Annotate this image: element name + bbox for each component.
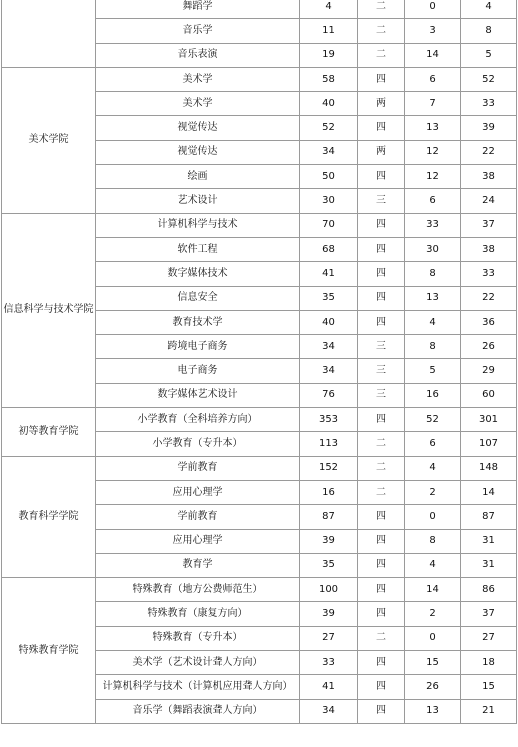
- major-cell: 电子商务: [96, 359, 300, 383]
- duration-cell: 四: [358, 699, 405, 723]
- col-a-cell: 0: [405, 626, 461, 650]
- major-cell: 美术学: [96, 67, 300, 91]
- duration-cell: 二: [358, 19, 405, 43]
- col-b-cell: 33: [461, 262, 517, 286]
- col-b-cell: 22: [461, 140, 517, 164]
- duration-cell: 四: [358, 651, 405, 675]
- duration-cell: 四: [358, 237, 405, 261]
- major-cell: 特殊教育（康复方向）: [96, 602, 300, 626]
- duration-cell: 四: [358, 602, 405, 626]
- table-row: [2, 456, 517, 480]
- col-a-cell: 6: [405, 432, 461, 456]
- major-cell: 特殊教育（地方公费师范生）: [96, 578, 300, 602]
- col-b-cell: 39: [461, 116, 517, 140]
- col-a-cell: 14: [405, 578, 461, 602]
- col-a-cell: 16: [405, 383, 461, 407]
- col-b-cell: 38: [461, 165, 517, 189]
- col-a-cell: 8: [405, 529, 461, 553]
- col-b-cell: 18: [461, 651, 517, 675]
- count-cell: 76: [300, 383, 358, 407]
- major-cell: 学前教育: [96, 456, 300, 480]
- col-b-cell: 301: [461, 408, 517, 432]
- duration-cell: 二: [358, 456, 405, 480]
- count-cell: 113: [300, 432, 358, 456]
- duration-cell: 二: [358, 626, 405, 650]
- major-cell: 教育学: [96, 553, 300, 577]
- col-b-cell: 29: [461, 359, 517, 383]
- col-b-cell: 60: [461, 383, 517, 407]
- major-cell: 视觉传达: [96, 116, 300, 140]
- col-a-cell: 0: [405, 0, 461, 19]
- col-a-cell: 6: [405, 189, 461, 213]
- count-cell: 100: [300, 578, 358, 602]
- count-cell: 33: [300, 651, 358, 675]
- count-cell: 50: [300, 165, 358, 189]
- major-cell: 美术学: [96, 92, 300, 116]
- col-a-cell: 26: [405, 675, 461, 699]
- duration-cell: 三: [358, 335, 405, 359]
- col-a-cell: 4: [405, 310, 461, 334]
- duration-cell: 三: [358, 383, 405, 407]
- col-a-cell: 12: [405, 140, 461, 164]
- col-b-cell: 14: [461, 480, 517, 504]
- count-cell: 39: [300, 529, 358, 553]
- duration-cell: 四: [358, 553, 405, 577]
- count-cell: 34: [300, 335, 358, 359]
- table-row: [2, 408, 517, 432]
- enrollment-table: [1, 0, 517, 724]
- count-cell: 4: [300, 0, 358, 19]
- col-a-cell: 5: [405, 359, 461, 383]
- duration-cell: 三: [358, 359, 405, 383]
- major-cell: 视觉传达: [96, 140, 300, 164]
- col-a-cell: 8: [405, 335, 461, 359]
- duration-cell: 四: [358, 578, 405, 602]
- col-a-cell: 52: [405, 408, 461, 432]
- count-cell: 70: [300, 213, 358, 237]
- major-cell: 软件工程: [96, 237, 300, 261]
- duration-cell: 四: [358, 310, 405, 334]
- col-a-cell: 33: [405, 213, 461, 237]
- enrollment-table-body: [2, 0, 517, 723]
- col-a-cell: 3: [405, 19, 461, 43]
- duration-cell: 四: [358, 67, 405, 91]
- major-cell: 教育技术学: [96, 310, 300, 334]
- col-a-cell: 0: [405, 505, 461, 529]
- col-a-cell: 7: [405, 92, 461, 116]
- col-a-cell: 13: [405, 699, 461, 723]
- table-row: [2, 578, 517, 602]
- table-row: [2, 0, 517, 19]
- col-b-cell: 22: [461, 286, 517, 310]
- duration-cell: 四: [358, 213, 405, 237]
- count-cell: 34: [300, 140, 358, 164]
- col-a-cell: 6: [405, 67, 461, 91]
- col-b-cell: 4: [461, 0, 517, 19]
- major-cell: 数字媒体艺术设计: [96, 383, 300, 407]
- duration-cell: 四: [358, 116, 405, 140]
- count-cell: 30: [300, 189, 358, 213]
- col-a-cell: 15: [405, 651, 461, 675]
- col-a-cell: 2: [405, 602, 461, 626]
- major-cell: 数字媒体技术: [96, 262, 300, 286]
- count-cell: 40: [300, 310, 358, 334]
- count-cell: 58: [300, 67, 358, 91]
- count-cell: 35: [300, 286, 358, 310]
- col-b-cell: 31: [461, 529, 517, 553]
- duration-cell: 四: [358, 165, 405, 189]
- col-b-cell: 8: [461, 19, 517, 43]
- major-cell: 应用心理学: [96, 529, 300, 553]
- count-cell: 40: [300, 92, 358, 116]
- col-a-cell: 4: [405, 553, 461, 577]
- col-b-cell: 31: [461, 553, 517, 577]
- table-row: [2, 213, 517, 237]
- count-cell: 87: [300, 505, 358, 529]
- duration-cell: 四: [358, 505, 405, 529]
- col-b-cell: 21: [461, 699, 517, 723]
- count-cell: 16: [300, 480, 358, 504]
- duration-cell: 四: [358, 286, 405, 310]
- major-cell: 学前教育: [96, 505, 300, 529]
- col-b-cell: 5: [461, 43, 517, 67]
- col-a-cell: 2: [405, 480, 461, 504]
- count-cell: 52: [300, 116, 358, 140]
- major-cell: 跨境电子商务: [96, 335, 300, 359]
- major-cell: 小学教育（全科培养方向）: [96, 408, 300, 432]
- table-row: [2, 67, 517, 91]
- major-cell: 绘画: [96, 165, 300, 189]
- major-cell: 小学教育（专升本）: [96, 432, 300, 456]
- duration-cell: 四: [358, 262, 405, 286]
- duration-cell: 两: [358, 140, 405, 164]
- col-b-cell: 148: [461, 456, 517, 480]
- college-cell: [2, 0, 96, 67]
- duration-cell: 四: [358, 529, 405, 553]
- col-b-cell: 87: [461, 505, 517, 529]
- count-cell: 35: [300, 553, 358, 577]
- count-cell: 41: [300, 262, 358, 286]
- duration-cell: 四: [358, 408, 405, 432]
- col-b-cell: 26: [461, 335, 517, 359]
- col-a-cell: 14: [405, 43, 461, 67]
- count-cell: 41: [300, 675, 358, 699]
- count-cell: 34: [300, 699, 358, 723]
- count-cell: 27: [300, 626, 358, 650]
- col-a-cell: 13: [405, 116, 461, 140]
- duration-cell: 二: [358, 43, 405, 67]
- major-cell: 舞蹈学: [96, 0, 300, 19]
- major-cell: 美术学（艺术设计聋人方向）: [96, 651, 300, 675]
- col-a-cell: 8: [405, 262, 461, 286]
- major-cell: 信息安全: [96, 286, 300, 310]
- college-cell: 特殊教育学院: [2, 578, 96, 724]
- col-b-cell: 52: [461, 67, 517, 91]
- col-a-cell: 4: [405, 456, 461, 480]
- major-cell: 音乐学（舞蹈表演聋人方向）: [96, 699, 300, 723]
- col-b-cell: 37: [461, 602, 517, 626]
- col-b-cell: 15: [461, 675, 517, 699]
- duration-cell: 三: [358, 189, 405, 213]
- col-b-cell: 24: [461, 189, 517, 213]
- major-cell: 艺术设计: [96, 189, 300, 213]
- col-b-cell: 107: [461, 432, 517, 456]
- major-cell: 计算机科学与技术: [96, 213, 300, 237]
- count-cell: 353: [300, 408, 358, 432]
- count-cell: 68: [300, 237, 358, 261]
- col-b-cell: 37: [461, 213, 517, 237]
- col-a-cell: 30: [405, 237, 461, 261]
- col-a-cell: 12: [405, 165, 461, 189]
- col-b-cell: 36: [461, 310, 517, 334]
- col-b-cell: 33: [461, 92, 517, 116]
- count-cell: 152: [300, 456, 358, 480]
- college-cell: 教育科学学院: [2, 456, 96, 577]
- major-cell: 计算机科学与技术（计算机应用聋人方向）: [96, 675, 300, 699]
- duration-cell: 二: [358, 480, 405, 504]
- major-cell: 音乐表演: [96, 43, 300, 67]
- count-cell: 11: [300, 19, 358, 43]
- college-cell: 信息科学与技术学院: [2, 213, 96, 407]
- col-b-cell: 38: [461, 237, 517, 261]
- college-cell: 初等教育学院: [2, 408, 96, 457]
- college-cell: 美术学院: [2, 67, 96, 213]
- duration-cell: 两: [358, 92, 405, 116]
- major-cell: 应用心理学: [96, 480, 300, 504]
- major-cell: 音乐学: [96, 19, 300, 43]
- major-cell: 特殊教育（专升本）: [96, 626, 300, 650]
- count-cell: 19: [300, 43, 358, 67]
- count-cell: 34: [300, 359, 358, 383]
- duration-cell: 二: [358, 0, 405, 19]
- duration-cell: 二: [358, 432, 405, 456]
- count-cell: 39: [300, 602, 358, 626]
- col-a-cell: 13: [405, 286, 461, 310]
- col-b-cell: 27: [461, 626, 517, 650]
- col-b-cell: 86: [461, 578, 517, 602]
- duration-cell: 四: [358, 675, 405, 699]
